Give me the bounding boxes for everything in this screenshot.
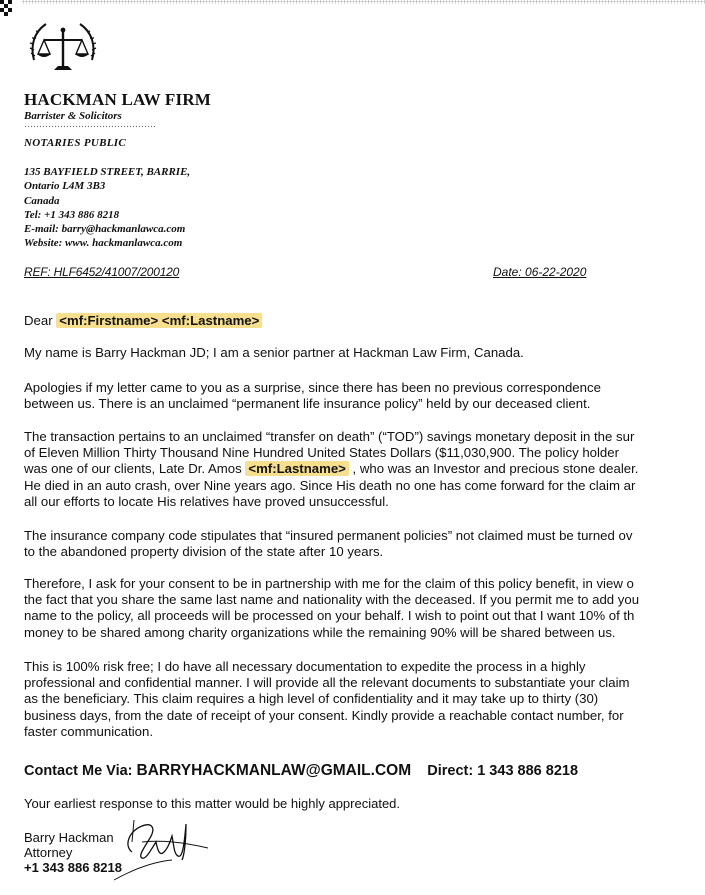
- address-email: E-mail: barry@hackmanlawca.com: [24, 223, 186, 236]
- contact-label: Contact Me Via:: [24, 763, 133, 779]
- paragraph-line: faster communication.: [24, 723, 153, 739]
- paragraph-risk-free: [24, 659, 705, 740]
- paragraph-line: The insurance company code stipulates that “insured permanent policies” not claimed must be turned ov: [24, 528, 633, 543]
- paragraph-line: the fact that you share the same last name and nationality with the deceased. If you permit me to add you: [24, 592, 640, 608]
- address-website: Website: www. hackmanlawca.com: [24, 237, 183, 250]
- dotted-divider: [24, 125, 156, 128]
- firm-subtitle: Barrister & Solicitors: [24, 110, 122, 122]
- recipient-name-placeholder: <mf:Firstname> <mf:Lastname>: [56, 313, 262, 328]
- signer-title: Attorney: [24, 845, 73, 860]
- corner-scan-mark: [0, 0, 18, 18]
- letter-date: Date: 06-22-2020: [493, 265, 587, 279]
- closing-sentence: Your earliest response to this matter would be highly appreciated.: [24, 796, 401, 811]
- firm-name: HACKMAN LAW FIRM: [24, 90, 212, 109]
- reference-number: REF: HLF6452/41007/200120: [24, 265, 180, 279]
- paragraph-line: to the abandoned property division of the state after 10 years.: [24, 544, 384, 560]
- paragraph-line: all our efforts to locate His relatives have proved unsuccessful.: [24, 493, 389, 509]
- contact-email-link[interactable]: BARRYHACKMANLAW@GMAIL.COM: [136, 762, 412, 779]
- paragraph-line: He died in an auto crash, over Nine years ago. Since His death no one has come forward for the claim ar: [24, 477, 636, 493]
- address-province: Ontario L4M 3B3: [24, 180, 106, 193]
- scan-edge-noise: [22, 0, 705, 4]
- paragraph-text: was one of our clients, Late Dr. Amos: [24, 461, 242, 477]
- address-country: Canada: [24, 194, 60, 207]
- contact-line: [24, 762, 578, 780]
- paragraph-partnership: [24, 576, 705, 641]
- paragraph-line: money to be shared among charity organizations while the remaining 90% will be shared between us.: [24, 624, 616, 640]
- signer-phone: +1 343 886 8218: [24, 860, 122, 875]
- paragraph-apology: [24, 380, 705, 412]
- paragraph-line: Therefore, I ask for your consent to be in partnership with me for the claim of this policy benefit, in view o: [24, 576, 634, 591]
- direct-phone-number: 1 343 886 8218: [477, 763, 579, 779]
- paragraph-line: [24, 461, 705, 477]
- salutation: [24, 313, 705, 329]
- lastname-placeholder: <mf:Lastname>: [245, 461, 348, 476]
- paragraph-line: business days, from the date of receipt of your consent. Kindly provide a reachable contact number, for: [24, 707, 624, 723]
- paragraph-insurance-code: [24, 528, 705, 560]
- address-street: 135 BAYFIELD STREET, BARRIE,: [24, 166, 191, 178]
- paragraph-line: of Eleven Million Thirty Thousand Nine Hundred United States Dollars ($11,030,900. The policy holder: [24, 445, 619, 461]
- handwritten-signature: [112, 812, 222, 882]
- paragraph-line: name to the policy, all proceeds will be processed on your behalf. I wish to point out that I want 10% of th: [24, 608, 635, 624]
- notaries-public-label: NOTARIES PUBLIC: [24, 137, 126, 149]
- signature-block: [24, 830, 122, 875]
- paragraph-line: The transaction pertains to an unclaimed “transfer on death” (“TOD”) savings monetary deposit in the sur: [24, 429, 635, 444]
- direct-label: Direct:: [427, 763, 474, 779]
- paragraph-line: professional and confidential manner. I will provide all the relevant documents to substantiate your claim: [24, 675, 630, 691]
- paragraph-line: Apologies if my letter came to you as a surprise, since there has been no previous correspondence: [24, 380, 601, 395]
- paragraph-line: This is 100% risk free; I do have all necessary documentation to expedite the process in a highly: [24, 659, 586, 674]
- paragraph-text: , who was an Investor and precious stone dealer.: [352, 461, 639, 477]
- address-telephone: Tel: +1 343 886 8218: [24, 208, 120, 221]
- paragraph-line: as the beneficiary. This claim requires a high level of confidentiality and it may take up to thirty (30): [24, 691, 599, 707]
- paragraph-introduction: [24, 345, 705, 361]
- firm-address-block: [24, 165, 190, 251]
- paragraph-line: between us. There is an unclaimed “permanent life insurance policy” held by our deceased client.: [24, 396, 591, 412]
- scales-of-justice-icon: [26, 16, 100, 90]
- paragraph-transaction: [24, 429, 705, 510]
- salutation-prefix: Dear: [24, 313, 53, 328]
- paragraph-line: My name is Barry Hackman JD; I am a senior partner at Hackman Law Firm, Canada.: [24, 345, 524, 360]
- signer-name: Barry Hackman: [24, 830, 114, 845]
